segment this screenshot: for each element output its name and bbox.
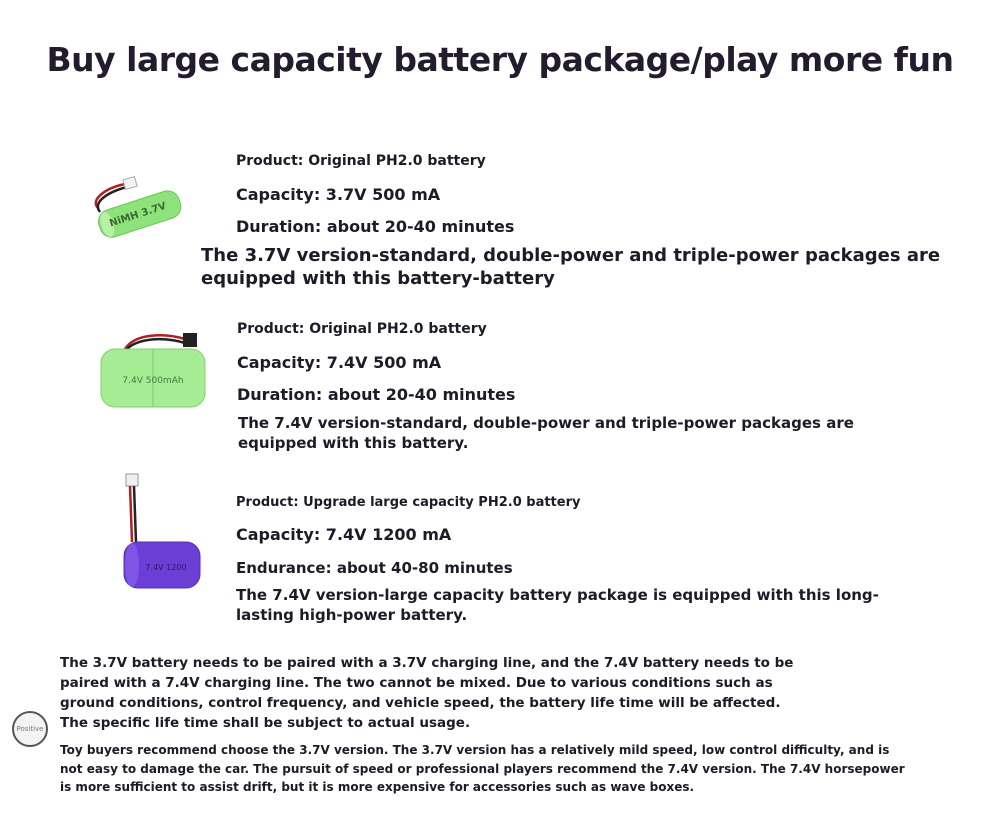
item3-note-line1: The 7.4V version-large capacity battery package is equipped with this long-: [236, 586, 879, 604]
item2-product: Product: Original PH2.0 battery: [237, 321, 487, 337]
battery-label-3: 7.4V 1200: [145, 563, 187, 572]
item1-product: Product: Original PH2.0 battery: [236, 153, 486, 169]
item2-duration: Duration: about 20-40 minutes: [237, 385, 516, 404]
warning-line-4: The specific life time shall be subject to actual usage.: [60, 715, 471, 731]
item1-capacity: Capacity: 3.7V 500 mA: [236, 185, 441, 204]
page-title: Buy large capacity battery package/play more fun: [46, 40, 954, 79]
item3-note-line2: lasting high-power battery.: [236, 606, 468, 624]
item1-note-line2: equipped with this battery-battery: [201, 268, 555, 289]
warning-line-3: ground conditions, control frequency, and vehicle speed, the battery life time will be affected.: [60, 695, 781, 711]
battery-3-7v-500-image: [80, 170, 190, 245]
battery-label-2: 7.4V 500mAh: [122, 376, 184, 386]
recommend-line-3: is more sufficient to assist drift, but it is more expensive for accessories such as wave boxes.: [60, 780, 695, 794]
item1-note-line1: The 3.7V version-standard, double-power and triple-power packages are: [201, 245, 941, 266]
recommend-line-1: Toy buyers recommend choose the 3.7V version. The 3.7V version has a relatively mild speed, low control difficulty, and is: [60, 743, 890, 757]
battery-label-1: NiMH 3.7V: [108, 200, 168, 230]
item2-note-line1: The 7.4V version-standard, double-power and triple-power packages are: [238, 414, 854, 432]
item3-product: Product: Upgrade large capacity PH2.0 battery: [236, 495, 581, 510]
item2-note-line2: equipped with this battery.: [238, 434, 469, 452]
item2-capacity: Capacity: 7.4V 500 mA: [237, 353, 442, 372]
battery-7-4v-1200-image: [110, 470, 210, 595]
item3-capacity: Capacity: 7.4V 1200 mA: [236, 525, 452, 544]
stamp-icon: Positive: [12, 711, 48, 747]
warning-line-2: paired with a 7.4V charging line. The two cannot be mixed. Due to various conditions such as: [60, 675, 773, 691]
item1-duration: Duration: about 20-40 minutes: [236, 217, 515, 236]
recommend-line-2: not easy to damage the car. The pursuit of speed or professional players recommend the 7.4V version. The 7.4V horsepower: [60, 762, 905, 776]
battery-7-4v-500-image: [95, 325, 210, 410]
warning-line-1: The 3.7V battery needs to be paired with a 3.7V charging line, and the 7.4V battery needs to be: [60, 655, 794, 671]
item3-duration: Endurance: about 40-80 minutes: [236, 559, 513, 577]
